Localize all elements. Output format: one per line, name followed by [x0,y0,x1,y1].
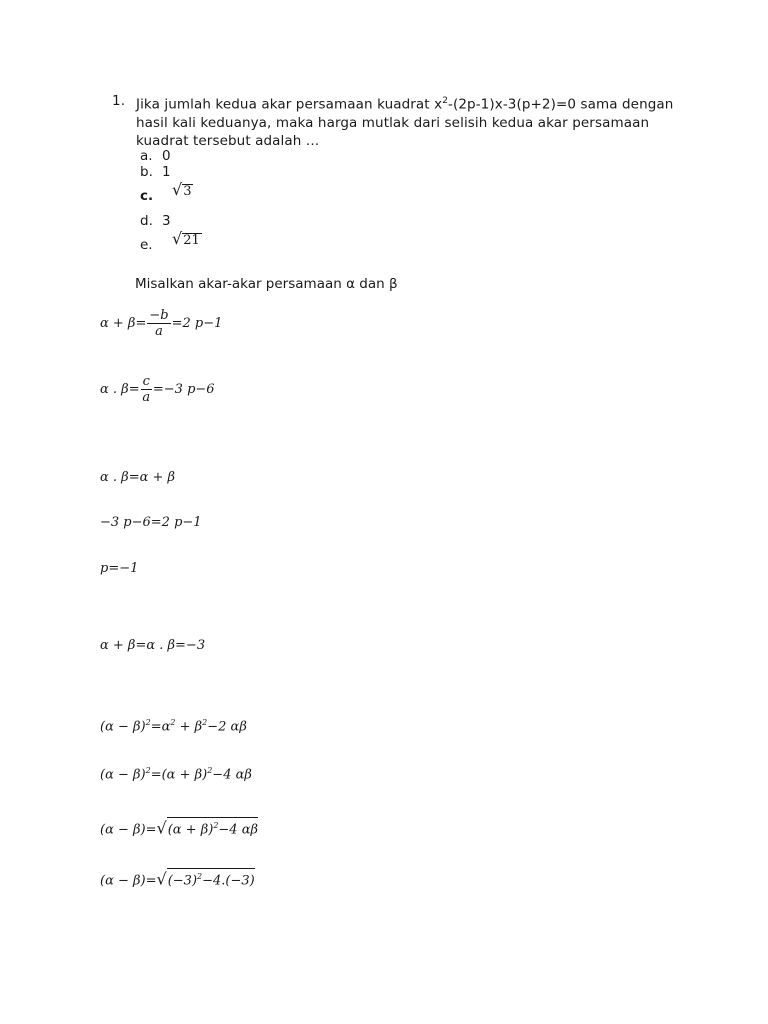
question-exponent: 2 [442,96,449,106]
option-b: b. 1 [140,164,171,180]
equation-product-roots: α . β= $\frac{c}{a}$ =−3 p−6 [100,374,215,405]
equation-difference-squared: $(\alpha - \beta)^2=\alpha^2 + \beta^2-2$ αβ [100,718,247,735]
option-a: a. 0 [140,148,171,164]
equation-product-equals-sum: α . β=α + β [100,470,176,485]
option-e: e. [140,237,153,253]
equation-p-value: p=−1 [100,561,139,576]
equation-sum-roots: α + β= $\frac{-b}{a}$ =2 p−1 [100,308,223,339]
equation-difference-numeric: $(\alpha - \beta)=√(-3)^2-4.(-3)$ [100,869,255,889]
option-d: d. 3 [140,213,171,229]
question-text [136,92,676,150]
question-text-main: Jika jumlah kedua akar persamaan kuadrat x [136,96,443,113]
question-number: 1. [112,93,126,109]
option-c: c. [140,188,154,204]
question-text-rest: -(2p-1)x-3(p+2)=0 sama dengan hasil kali keduanya, maka harga mutlak dari selisih kedua akar persamaan kuadrat tersebut adalah … [136,96,674,149]
equation-difference-root: $(\alpha - \beta)=√(\alpha + \beta)^2-4$ αβ [100,818,258,838]
solution-intro: Misalkan akar-akar persamaan α dan β [135,276,398,292]
equation-solve-p: −3 p−6=2 p−1 [100,515,202,530]
option-e-sqrt: √21 [172,229,200,248]
option-c-sqrt: √3 [172,180,192,199]
equation-sum-product-value: α + β=α . β=−3 [100,638,206,653]
equation-difference-squared-2: $(\alpha - \beta)^2=(\alpha + \beta)^2-4$ αβ [100,766,252,783]
